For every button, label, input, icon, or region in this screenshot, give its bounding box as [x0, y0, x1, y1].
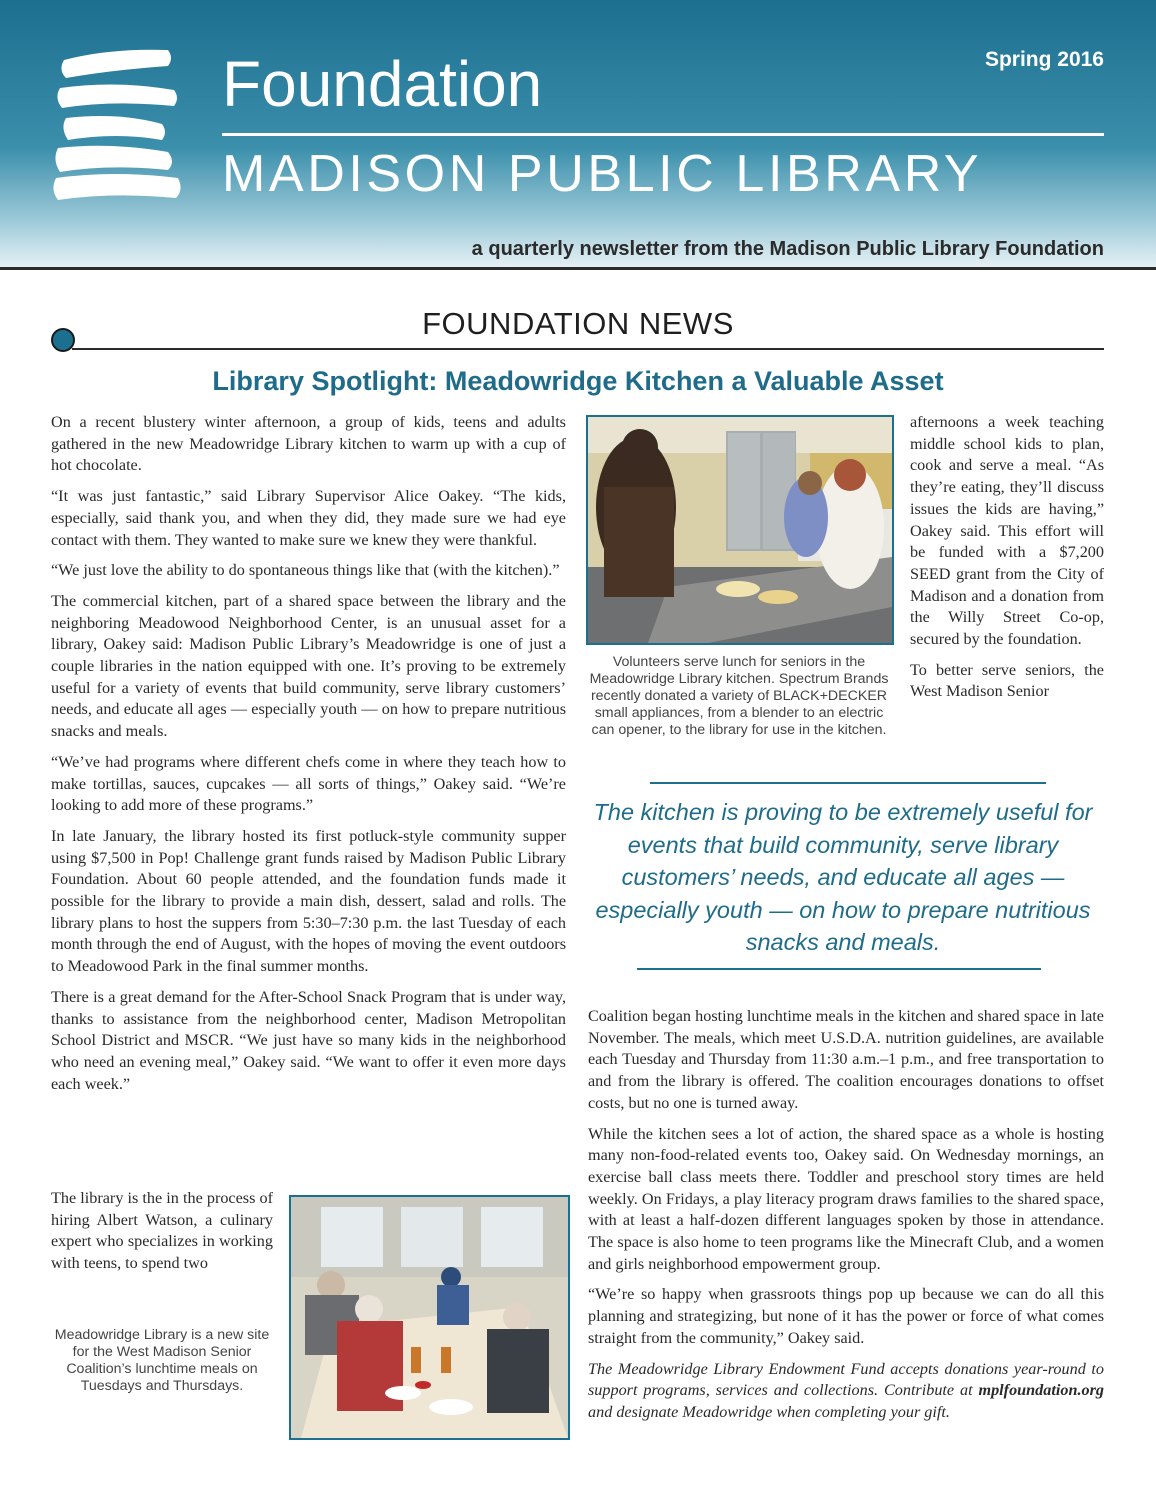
- paragraph: “We’ve had programs where different chefs come in where they teach how to make tortillas, sauces, cupcakes — all sorts of things,” Oakey said. “We’re looking to add more of these programs.”: [51, 752, 566, 815]
- masthead-subtitle: MADISON PUBLIC LIBRARY: [222, 145, 983, 203]
- masthead-bottom-rule: [0, 267, 1156, 270]
- section-title: FOUNDATION NEWS: [422, 306, 734, 341]
- foundation-website-link[interactable]: mplfoundation.org: [978, 1381, 1104, 1400]
- paragraph: To better serve seniors, the West Madison Senior: [910, 660, 1104, 701]
- masthead-tagline: a quarterly newsletter from the Madison Public Library Foundation: [471, 238, 1104, 260]
- paragraph: On a recent blustery winter afternoon, a group of kids, teens and adults gathered in the new Meadowridge Library kitchen to warm up with a cup of hot chocolate.: [51, 413, 566, 475]
- paragraph: While the kitchen sees a lot of action, the shared space as a whole is hosting many non-food-related events too, Oakey said. On Wednesday mornings, an exercise ball class meets there. Toddler and preschool story times are held weekly. On Fridays, a play literacy program draws families to the shared space, with at least a half-dozen different languages spoken by those in attendance. The space is also home to teen programs like the Minecraft Club, and a women and girls neighborhood empowerment group.: [588, 1124, 1104, 1273]
- pull-quote: The kitchen is proving to be extremely useful for events that build community, serve library customers’ needs, and educate all ages — especially youth — on how to prepare nutritious snacks and meals.: [593, 799, 1093, 955]
- paragraph: “We just love the ability to do spontaneous things like that (with the kitchen).”: [51, 561, 560, 580]
- top-photo-caption: Volunteers serve lunch for seniors in the Meadowridge Library kitchen. Spectrum Brands recently donated a variety of BLACK+DECKER small appliances, from a blender to an electric can opener, to the library for use in the kitchen.: [589, 654, 889, 738]
- paragraph: “We’re so happy when grassroots things pop up because we can do all this planning and strategizing, but none of it has the power or force of what comes straight from the community,” Oakey said.: [588, 1285, 1104, 1347]
- article-left-narrow: [51, 1188, 273, 1284]
- article-right-narrow: [910, 412, 1104, 712]
- issue-season: Spring 2016: [984, 48, 1104, 71]
- article-headline: Library Spotlight: Meadowridge Kitchen a Valuable Asset: [212, 366, 944, 396]
- foundation-logo-icon: [50, 46, 182, 206]
- paragraph: The library is the in the process of hiring Albert Watson, a culinary expert who specializes in working with teens, to spend two: [51, 1189, 273, 1273]
- endowment-note: [588, 1359, 1104, 1424]
- paragraph: afternoons a week teaching middle school kids to plan, cook and serve a meal. “As they’re eating, they’ll discuss issues the kids are having,” Oakey said. This effort will be funded with a $7,200 SEED grant from the City of Madison and a donation from the Willy Street Co-op, secured by the foundation.: [910, 413, 1104, 649]
- article-right-column: [588, 1006, 1104, 1433]
- paragraph: “It was just fantastic,” said Library Supervisor Alice Oakey. “The kids, especially, said thank you, and when they did, they made sure we had eye contact with them. They wanted to make sure we knew they were thankful.: [51, 487, 566, 549]
- endowment-note-tail: and designate Meadowridge when completing your gift.: [588, 1402, 950, 1421]
- paragraph: Coalition began hosting lunchtime meals in the kitchen and shared space in late November. The meals, which meet U.S.D.A. nutrition guidelines, are available each Tuesday and Thursday from 11:30 a.m.–1 p.m., and free transportation to and from the library is offered. The coalition encourages donations to offset costs, but no one is turned away.: [588, 1007, 1104, 1112]
- paragraph: There is a great demand for the After-School Snack Program that is under way, thanks to assistance from the neighborhood center, Madison Metropolitan School District and MSCR. “We just have so many kids in the neighborhood who need an evening meal,” Oakey said. “We want to offer it even more days each week.”: [51, 987, 566, 1093]
- masthead-title: Foundation: [222, 48, 543, 120]
- bottom-photo-caption: Meadowridge Library is a new site for the West Madison Senior Coalition’s lunchtime meals on Tuesdays and Thursdays.: [54, 1327, 270, 1394]
- pull-quote-rule-bottom: [637, 968, 1041, 970]
- kitchen-volunteers-photo: [586, 415, 894, 645]
- article-left-column: [51, 412, 566, 1104]
- section-rule: [72, 348, 1104, 350]
- endowment-note-text: The Meadowridge Library Endowment Fund accepts donations year-round to support programs, services and collections. Contribute at: [588, 1359, 1104, 1400]
- paragraph: The commercial kitchen, part of a shared space between the library and the neighboring Meadowood Neighborhood Center, is an unusual asset for a library, Oakey said: Madison Public Library’s Meadowridge is one of just a couple libraries in the nation equipped with one. It’s proving to be extremely useful for a variety of events that build community, serve library customers’ needs, and educate all ages — especially youth — on how to prepare nutritious snacks and meals.: [51, 591, 566, 741]
- paragraph: In late January, the library hosted its first potluck-style community supper using $7,500 in Pop! Challenge grant funds raised by Madison Public Library Foundation. About 60 people attended, and the foundation funds made it possible for the library to provide a main dish, dessert, salad and rolls. The library plans to host the suppers from 5:30–7:30 p.m. the last Tuesday of each month through the end of August, with the hopes of moving the event outdoors to Meadowood Park in the final summer months.: [51, 826, 566, 976]
- pull-quote-rule-top: [650, 782, 1046, 784]
- senior-lunch-photo: [289, 1195, 570, 1440]
- masthead-divider: [222, 133, 1104, 136]
